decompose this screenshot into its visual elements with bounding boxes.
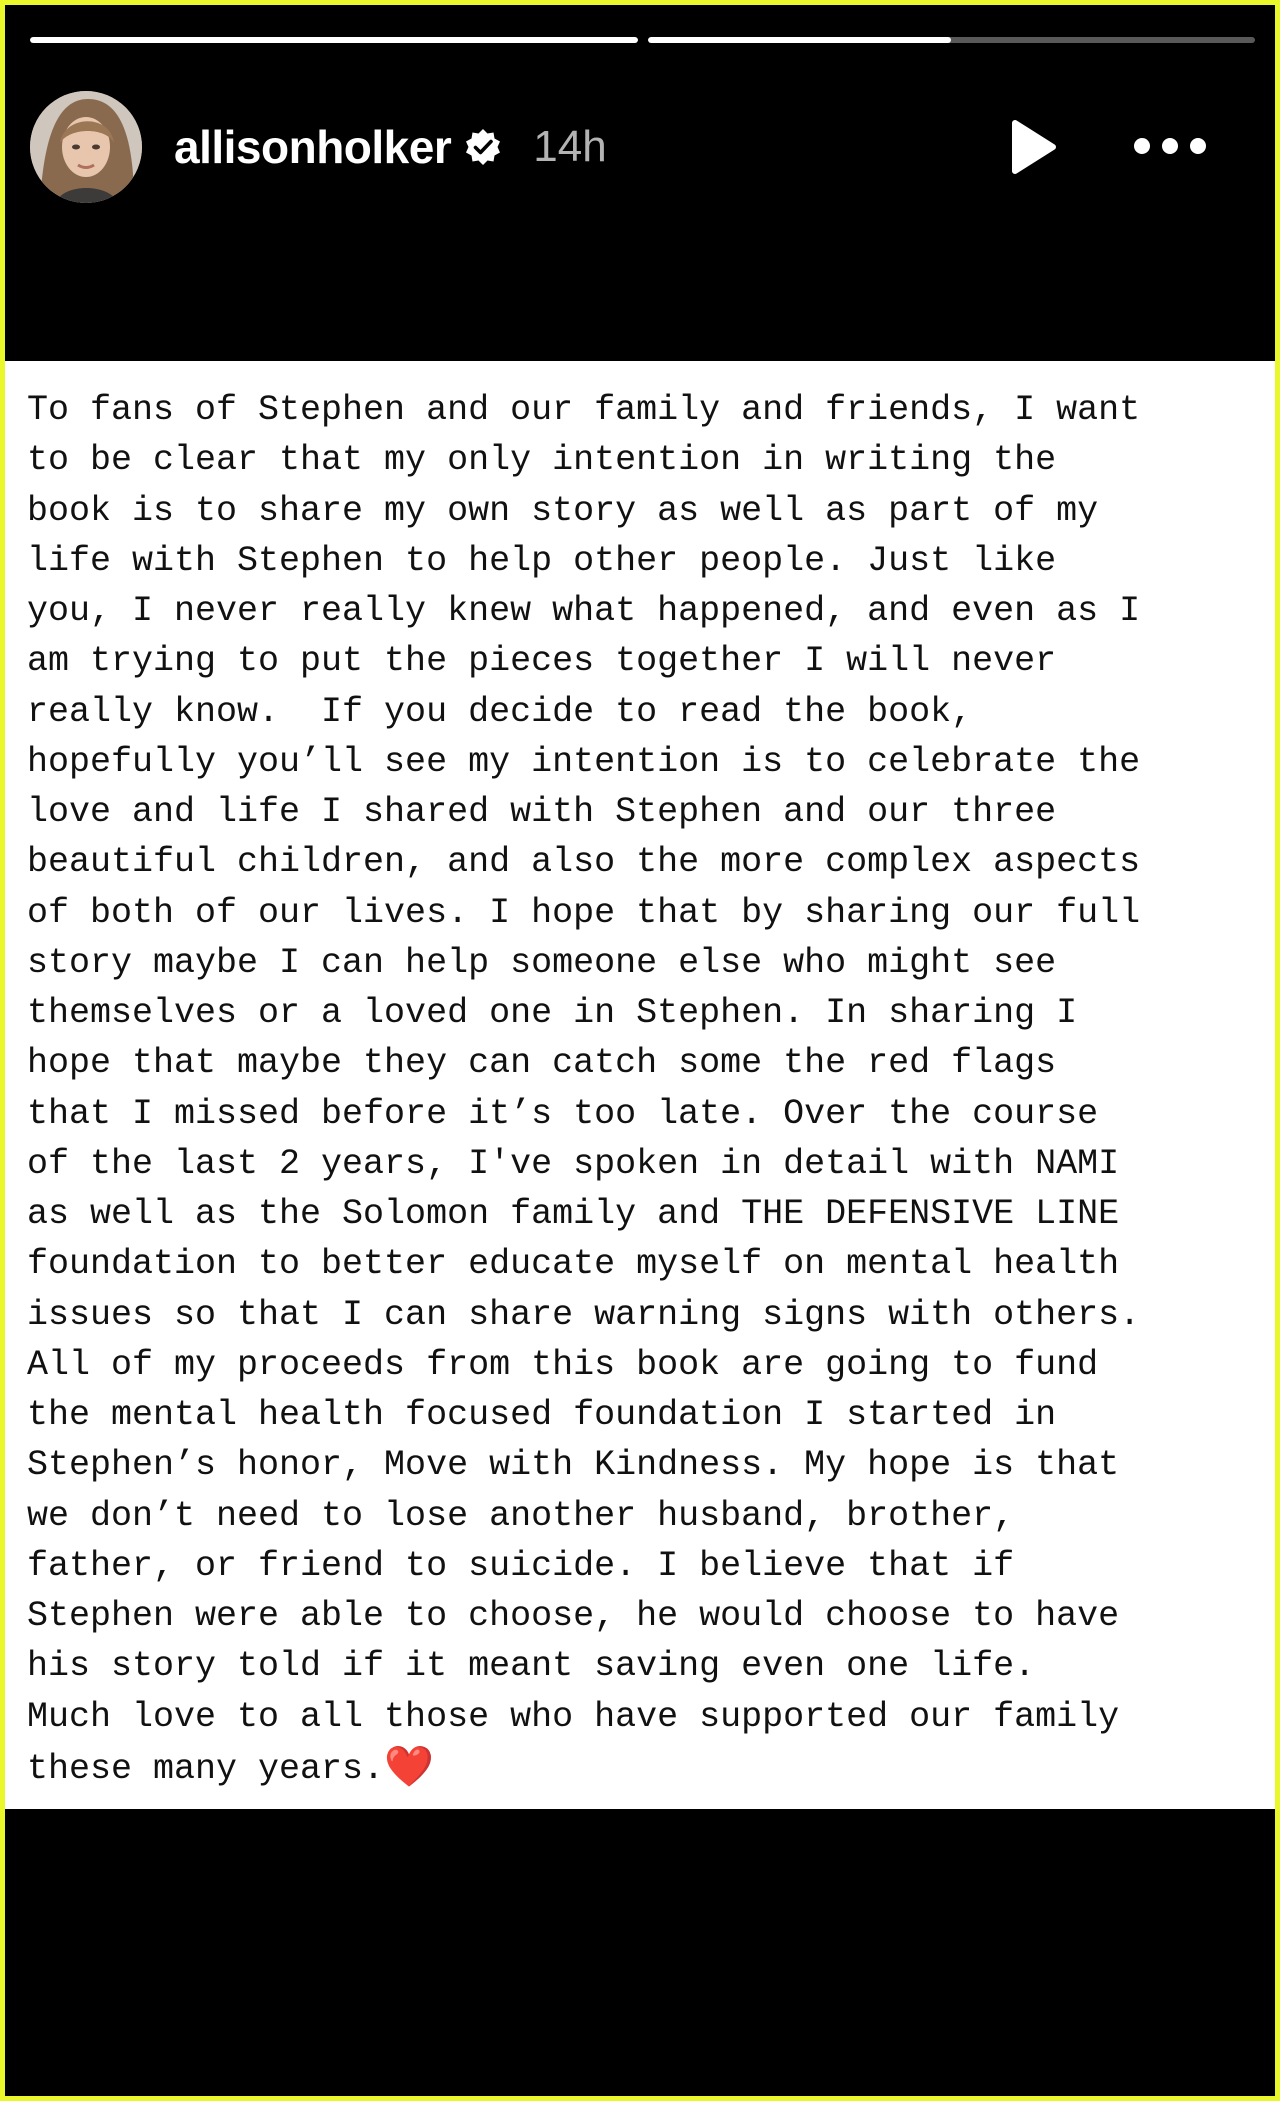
statement-line xyxy=(27,1239,1255,1289)
story-progress-segment-1 xyxy=(30,37,638,43)
verified-badge-icon xyxy=(463,127,503,167)
more-options-button[interactable] xyxy=(1125,131,1215,161)
statement-line-text: his story told if it meant saving even one life. xyxy=(27,1646,1036,1687)
statement-line-text: hope that maybe they can catch some the red flags xyxy=(27,1043,1057,1084)
statement-line-text: All of my proceeds from this book are going to fund xyxy=(27,1344,1099,1385)
statement-line xyxy=(27,1290,1255,1340)
statement-line xyxy=(27,636,1255,686)
statement-line xyxy=(27,687,1255,737)
statement-line xyxy=(27,1742,1255,1794)
story-text-card xyxy=(5,361,1275,1809)
more-options-icon xyxy=(1125,131,1215,161)
statement-line xyxy=(27,1641,1255,1691)
statement-line-text: To fans of Stephen and our family and friends, I want xyxy=(27,390,1141,430)
statement-line-text: book is to share my own story as well as part of my xyxy=(27,490,1099,531)
statement-line xyxy=(27,486,1255,536)
story-progress-bar xyxy=(30,37,1255,43)
statement-line xyxy=(27,737,1255,787)
statement-line xyxy=(27,536,1255,586)
statement-line xyxy=(27,1591,1255,1641)
story-header xyxy=(30,87,1255,207)
statement-line xyxy=(27,787,1255,837)
statement-line-text: am trying to put the pieces together I will never xyxy=(27,641,1057,682)
statement-line-text: these many years. xyxy=(27,1748,385,1789)
statement-line-text: Stephen’s honor, Move with Kindness. My hope is that xyxy=(27,1445,1120,1486)
story-progress-fill xyxy=(648,37,952,43)
statement-line-text: themselves or a loved one in Stephen. In sharing I xyxy=(27,993,1078,1033)
play-button[interactable] xyxy=(995,115,1065,179)
statement-line-text: life with Stephen to help other people. Just like xyxy=(27,540,1057,581)
statement-line xyxy=(27,1491,1255,1541)
statement-line xyxy=(27,1139,1255,1189)
statement-line-text: beautiful children, and also the more complex aspects xyxy=(27,842,1141,883)
statement-line-text: of both of our lives. I hope that by sharing our full xyxy=(27,892,1141,933)
username[interactable]: allisonholker xyxy=(174,121,452,173)
statement-line xyxy=(27,385,1255,435)
play-icon xyxy=(995,115,1065,179)
story-viewer xyxy=(5,5,1275,2096)
statement-line-text: issues so that I can share warning signs with others. xyxy=(27,1294,1141,1335)
statement-line xyxy=(27,837,1255,887)
statement-line xyxy=(27,1692,1255,1742)
statement-text xyxy=(5,361,1275,1794)
avatar[interactable] xyxy=(30,91,142,203)
statement-line-text: Much love to all those who have supported our family xyxy=(27,1696,1120,1737)
statement-line xyxy=(27,1089,1255,1139)
statement-line-text: you, I never really knew what happened, and even as I xyxy=(27,591,1141,631)
statement-line xyxy=(27,1340,1255,1390)
statement-line-text: really know. If you decide to read the book, xyxy=(27,691,973,732)
statement-line xyxy=(27,1189,1255,1239)
story-progress-fill xyxy=(30,37,638,43)
statement-line xyxy=(27,938,1255,988)
red-heart-icon: ❤️ xyxy=(384,1743,434,1790)
statement-line-text: Stephen were able to choose, he would choose to have xyxy=(27,1596,1120,1636)
statement-line xyxy=(27,586,1255,636)
statement-line xyxy=(27,888,1255,938)
statement-line xyxy=(27,988,1255,1038)
statement-line xyxy=(27,435,1255,485)
statement-line-text: story maybe I can help someone else who might see xyxy=(27,942,1057,983)
statement-line-text: of the last 2 years, I've spoken in detail with NAMI xyxy=(27,1143,1120,1184)
statement-line-text: the mental health focused foundation I started in xyxy=(27,1395,1057,1435)
statement-line xyxy=(27,1390,1255,1440)
statement-line-text: father, or friend to suicide. I believe that if xyxy=(27,1545,1015,1586)
statement-line xyxy=(27,1440,1255,1490)
story-progress-segment-2 xyxy=(648,37,1256,43)
statement-line-text: hopefully you’ll see my intention is to celebrate the xyxy=(27,741,1141,782)
post-time: 14h xyxy=(533,122,607,171)
statement-line xyxy=(27,1038,1255,1088)
statement-line-text: love and life I shared with Stephen and our three xyxy=(27,792,1057,832)
statement-line-text: foundation to better educate myself on mental health xyxy=(27,1244,1120,1285)
statement-line-text: as well as the Solomon family and THE DEFENSIVE LINE xyxy=(27,1194,1120,1234)
statement-line-text: to be clear that my only intention in writing the xyxy=(27,440,1057,481)
statement-line xyxy=(27,1541,1255,1591)
statement-line-text: we don’t need to lose another husband, brother, xyxy=(27,1495,1015,1536)
statement-line-text: that I missed before it’s too late. Over the course xyxy=(27,1093,1099,1134)
